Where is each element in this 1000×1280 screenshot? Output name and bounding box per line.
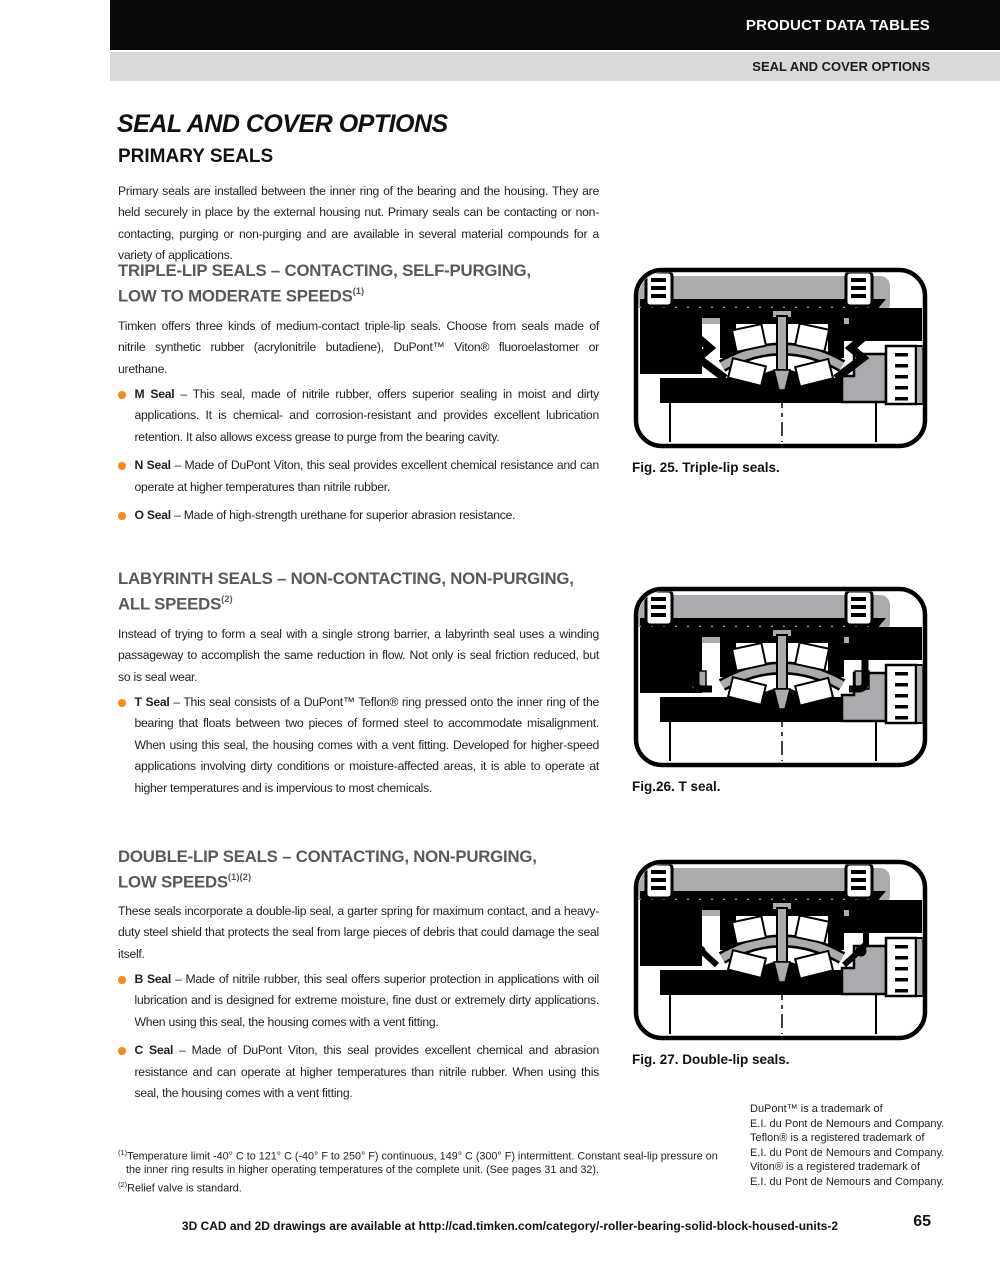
bullet-list-double-lip xyxy=(118,969,599,1111)
bullet-icon xyxy=(118,976,126,984)
seal-name: N Seal xyxy=(134,458,171,473)
footnote-marker: (2) xyxy=(118,1180,128,1190)
figure-triple-lip-seals xyxy=(632,266,929,475)
trademark-line: E.I. du Pont de Nemours and Company. xyxy=(750,1117,945,1130)
seal-description: – This seal consists of a DuPont™ Teflon® ring pressed onto the inner ring of the bearing that floats between two pieces of formed steel to accommodate misalignment. When using this seal, the housing comes with a vent fitting. Developed for higher-speed applications involving dirty conditions or moisture-affected areas, it is able to operate at higher temperatures and is impervious to most chemicals. xyxy=(134,695,600,795)
heading-line: LOW SPEEDS xyxy=(118,872,228,892)
section-heading-triple-lip xyxy=(118,260,623,308)
subheader-title: SEAL AND COVER OPTIONS xyxy=(752,59,930,74)
seal-name: M Seal xyxy=(134,387,175,401)
footnote-1 xyxy=(118,1146,718,1178)
subheader-band xyxy=(110,52,1000,81)
seal-name: T Seal xyxy=(134,695,170,709)
heading-line: ALL SPEEDS xyxy=(118,594,222,614)
intro-paragraph: Primary seals are installed between the inner ring of the bearing and the housing. They are held securely in place by the external housing nut. Primary seals can be contacting or non-contacting, purging or non-purging and are available in several material compounds for a variety of applications. xyxy=(118,184,599,263)
list-item xyxy=(118,969,599,1033)
figure-double-lip-seals xyxy=(632,858,929,1067)
list-item xyxy=(118,455,599,498)
page-title: SEAL AND COVER OPTIONS xyxy=(117,110,448,138)
list-item xyxy=(118,384,599,448)
bullet-list-triple-lip xyxy=(118,384,599,533)
bullet-icon xyxy=(118,391,126,399)
header-title: PRODUCT DATA TABLES xyxy=(745,16,930,34)
bearing-cross-section-triple-lip-icon xyxy=(632,266,929,450)
trademark-line: E.I. du Pont de Nemours and Company. xyxy=(750,1146,945,1159)
section-heading-labyrinth xyxy=(118,568,623,616)
heading-footnote-ref: (1)(2) xyxy=(227,872,252,883)
trademark-line: Viton® is a registered trademark of xyxy=(750,1161,920,1174)
footer-cad-link-text: 3D CAD and 2D drawings are available at http://cad.timken.com/category/-roller-bearing-solid-block-housed-units-2 xyxy=(181,1219,839,1233)
seal-description: – Made of DuPont Viton, this seal provides excellent chemical resistance and can operate at higher temperatures than nitrile rubber. xyxy=(134,458,599,494)
trademark-line: Teflon® is a registered trademark of xyxy=(750,1132,925,1145)
trademark-notes xyxy=(750,1102,980,1190)
bearing-cross-section-t-seal-icon xyxy=(632,585,929,769)
footnote-text: Temperature limit -40° C to 121° C (-40° F to 250° F) continuous, 149° C (300° F) intermittent. Constant seal-lip pressure on the inner ring results in higher operating temperatures of the complete unit. (See pages 31 and 32). xyxy=(126,1150,718,1177)
seal-description: – Made of nitrile rubber, this seal offers superior protection in applications with oil lubrication and is designed for extreme moisture, fine dust or extremely dirty applications. When using this seal, the housing comes with a vent fitting. xyxy=(134,972,599,1029)
heading-line: TRIPLE-LIP SEALS – CONTACTING, SELF-PURGING, xyxy=(118,261,531,280)
seal-description: – Made of high-strength urethane for superior abrasion resistance. xyxy=(174,508,516,523)
seal-description: – Made of DuPont Viton, this seal provides excellent chemical and abrasion resistance and can operate at higher temperatures than nitrile rubber. When using this seal, the housing comes with a vent fitting. xyxy=(134,1043,600,1101)
heading-footnote-ref: (2) xyxy=(221,594,233,605)
bullet-icon xyxy=(118,699,126,707)
footnote-2 xyxy=(118,1178,718,1196)
seal-description: – This seal, made of nitrile rubber, offers superior sealing in moist and dirty applications. It is chemical- and corrosion-resistant and provides excellent lubrication retention. It also allows excess grease to purge from the bearing cavity. xyxy=(134,387,600,444)
figure-caption: Fig.26. T seal. xyxy=(632,779,721,794)
section-body-labyrinth: Instead of trying to form a seal with a single strong barrier, a labyrinth seal uses a winding passageway to accomplish the same reduction in flow. Not only is seal friction reduced, but so is seal wear. xyxy=(118,627,599,684)
trademark-line: DuPont™ is a trademark of xyxy=(750,1103,883,1115)
page-subtitle: PRIMARY SEALS xyxy=(118,146,274,167)
footnote-marker: (1) xyxy=(118,1148,128,1157)
seal-name: O Seal xyxy=(134,508,171,523)
bearing-cross-section-double-lip-icon xyxy=(632,858,929,1042)
section-body-double-lip: These seals incorporate a double-lip seal, a garter spring for maximum contact, and a heavy-duty steel shield that protects the seal from large pieces of debris that could damage the seal itself. xyxy=(118,904,599,961)
heading-footnote-ref: (1) xyxy=(352,286,365,297)
seal-name: B Seal xyxy=(134,972,172,986)
figure-caption: Fig. 25. Triple-lip seals. xyxy=(632,460,780,475)
figure-caption: Fig. 27. Double-lip seals. xyxy=(632,1052,790,1067)
section-body-triple-lip: Timken offers three kinds of medium-contact triple-lip seals. Choose from seals made of nitrile synthetic rubber (acrylonitrile butadiene), DuPont™ Viton® fluoroelastomer or urethane. xyxy=(118,319,599,376)
list-item xyxy=(118,692,599,799)
seal-name: C Seal xyxy=(134,1043,174,1058)
heading-line: DOUBLE-LIP SEALS – CONTACTING, NON-PURGING, xyxy=(118,847,537,866)
bullet-icon xyxy=(118,1047,126,1055)
footnotes xyxy=(118,1146,718,1197)
heading-line: LOW TO MODERATE SPEEDS xyxy=(118,286,353,306)
list-item xyxy=(118,1040,599,1104)
section-heading-double-lip xyxy=(118,846,623,894)
trademark-line: E.I. du Pont de Nemours and Company. xyxy=(750,1175,945,1188)
page-number: 65 xyxy=(913,1213,931,1230)
figure-t-seal xyxy=(632,585,929,794)
footnote-text: Relief valve is standard. xyxy=(127,1182,242,1195)
bullet-icon xyxy=(118,462,126,470)
list-item xyxy=(118,505,599,526)
heading-line: LABYRINTH SEALS – NON-CONTACTING, NON-PURGING, xyxy=(118,569,574,588)
bullet-icon xyxy=(118,512,126,520)
bullet-list-labyrinth xyxy=(118,692,599,806)
header-band xyxy=(110,0,1000,50)
